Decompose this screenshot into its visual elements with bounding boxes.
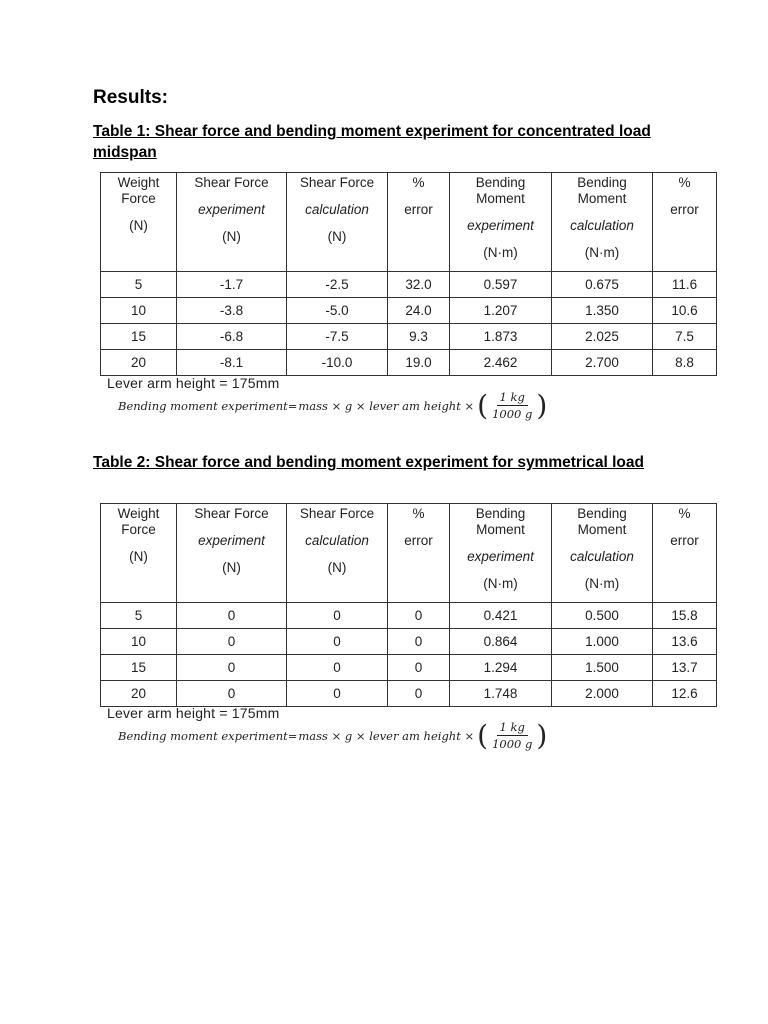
table-cell: -3.8 <box>177 298 287 324</box>
table-cell: 5 <box>101 603 177 629</box>
table-cell: 1.000 <box>552 629 653 655</box>
table-cell: 1.294 <box>450 655 552 681</box>
header-weight-force: Weight Force (N) <box>101 173 177 272</box>
table-cell: 0 <box>177 681 287 707</box>
table-header-row <box>101 504 717 603</box>
table-cell: 1.500 <box>552 655 653 681</box>
table-cell: 32.0 <box>388 272 450 298</box>
table-cell: 0.864 <box>450 629 552 655</box>
table-cell: 9.3 <box>388 324 450 350</box>
header-percent-error: % error <box>388 173 450 272</box>
table-cell: 1.748 <box>450 681 552 707</box>
formula-equals: = <box>287 728 298 743</box>
table-cell: 10 <box>101 629 177 655</box>
table-cell: 0.500 <box>552 603 653 629</box>
formula-rhs: mass × g × lever am height × <box>298 398 475 413</box>
table-cell: -2.5 <box>287 272 388 298</box>
formula-denominator: 1000 g <box>492 407 533 421</box>
formula-close-paren: ) <box>536 388 548 422</box>
lever-arm-note: Lever arm height = 175mm <box>107 375 280 391</box>
formula-lhs: Bending moment experiment <box>118 398 288 413</box>
table-row <box>101 603 717 629</box>
table-cell: 7.5 <box>653 324 717 350</box>
table-cell: 2.700 <box>552 350 653 376</box>
table-cell: 10.6 <box>653 298 717 324</box>
table-cell: 20 <box>101 681 177 707</box>
table-cell: 11.6 <box>653 272 717 298</box>
table-cell: 19.0 <box>388 350 450 376</box>
table-cell: 20 <box>101 350 177 376</box>
table-cell: -7.5 <box>287 324 388 350</box>
table-cell: 0 <box>388 655 450 681</box>
header-shear-force-calculation: Shear Force calculation (N) <box>287 173 388 272</box>
page-heading: Results: <box>93 87 168 108</box>
formula-lhs: Bending moment experiment <box>118 728 288 743</box>
table-cell: 13.6 <box>653 629 717 655</box>
table-cell: 8.8 <box>653 350 717 376</box>
table-header-row <box>101 173 717 272</box>
table-row <box>101 350 717 376</box>
table-cell: 2.025 <box>552 324 653 350</box>
table-cell: -8.1 <box>177 350 287 376</box>
lever-arm-note: Lever arm height = 175mm <box>107 705 280 721</box>
table-cell: 15 <box>101 655 177 681</box>
table-cell: -6.8 <box>177 324 287 350</box>
table-cell: 1.207 <box>450 298 552 324</box>
table-cell: 1.873 <box>450 324 552 350</box>
table-cell: 12.6 <box>653 681 717 707</box>
formula-equals: = <box>287 398 298 413</box>
table-cell: 2.462 <box>450 350 552 376</box>
header-percent-error-2: % error <box>653 504 717 603</box>
table-1-caption: Table 1: Shear force and bending moment experiment for concentrated load midspan <box>93 123 651 161</box>
table-cell: 0 <box>177 629 287 655</box>
table-row <box>101 272 717 298</box>
table-row <box>101 324 717 350</box>
header-bending-moment-experiment: Bending Moment experiment (N·m) <box>450 504 552 603</box>
header-bending-moment-experiment: Bending Moment experiment (N·m) <box>450 173 552 272</box>
table-cell: -10.0 <box>287 350 388 376</box>
table-cell: 0 <box>388 603 450 629</box>
formula-fraction <box>489 720 535 751</box>
table-2 <box>100 503 717 707</box>
table-cell: 5 <box>101 272 177 298</box>
header-shear-force-experiment: Shear Force experiment (N) <box>177 173 287 272</box>
header-percent-error: % error <box>388 504 450 603</box>
table-1 <box>100 172 717 376</box>
header-bending-moment-calculation: Bending Moment calculation (N·m) <box>552 504 653 603</box>
table-cell: 1.350 <box>552 298 653 324</box>
formula-denominator: 1000 g <box>492 737 533 751</box>
table-row <box>101 298 717 324</box>
table-row <box>101 655 717 681</box>
table-cell: 15 <box>101 324 177 350</box>
bending-moment-formula <box>118 390 547 421</box>
table-row <box>101 681 717 707</box>
table-cell: 0.421 <box>450 603 552 629</box>
table-cell: 15.8 <box>653 603 717 629</box>
header-shear-force-experiment: Shear Force experiment (N) <box>177 504 287 603</box>
table-cell: 0 <box>287 681 388 707</box>
table-cell: 24.0 <box>388 298 450 324</box>
table-cell: 13.7 <box>653 655 717 681</box>
formula-close-paren: ) <box>536 718 548 752</box>
table-cell: 2.000 <box>552 681 653 707</box>
table-cell: 0 <box>388 629 450 655</box>
table-cell: 0 <box>177 655 287 681</box>
table-cell: 10 <box>101 298 177 324</box>
table-cell: 0.597 <box>450 272 552 298</box>
table-row <box>101 629 717 655</box>
table-cell: 0 <box>287 603 388 629</box>
header-shear-force-calculation: Shear Force calculation (N) <box>287 504 388 603</box>
table-cell: -1.7 <box>177 272 287 298</box>
table-cell: 0 <box>388 681 450 707</box>
table-cell: 0 <box>177 603 287 629</box>
table-cell: 0 <box>287 629 388 655</box>
header-bending-moment-calculation: Bending Moment calculation (N·m) <box>552 173 653 272</box>
formula-numerator: 1 kg <box>497 390 528 406</box>
formula-fraction <box>489 390 535 421</box>
header-weight-force: Weight Force (N) <box>101 504 177 603</box>
bending-moment-formula <box>118 720 547 751</box>
formula-numerator: 1 kg <box>497 720 528 736</box>
header-percent-error-2: % error <box>653 173 717 272</box>
table-cell: 0 <box>287 655 388 681</box>
formula-rhs: mass × g × lever am height × <box>298 728 475 743</box>
table-cell: 0.675 <box>552 272 653 298</box>
table-2-caption: Table 2: Shear force and bending moment experiment for symmetrical load <box>93 454 644 471</box>
formula-open-paren: ( <box>477 718 489 752</box>
table-cell: -5.0 <box>287 298 388 324</box>
formula-open-paren: ( <box>477 388 489 422</box>
